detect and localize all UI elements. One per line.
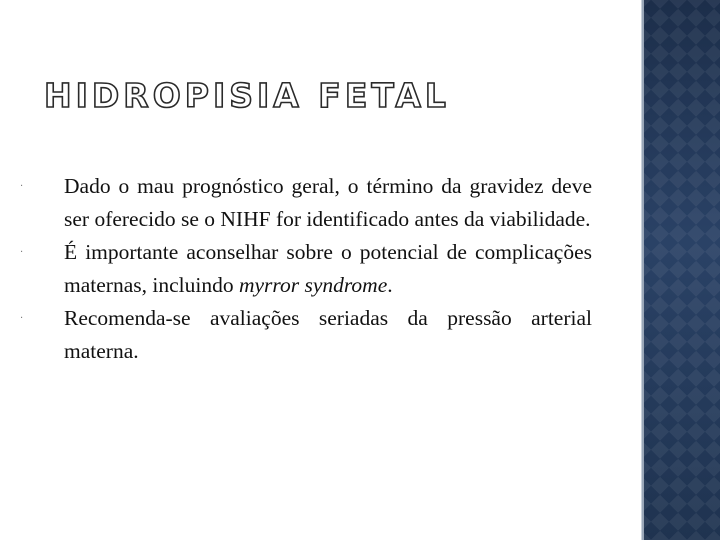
bullet-text: Dado o mau prognóstico geral, o término da gravidez deve ser oferecido se o NIHF for identificado antes da viabilidade. (64, 174, 592, 231)
bullet-item-3 (20, 302, 592, 368)
bullet-italic-text: myrror syndrome (238, 273, 388, 297)
bullet-text: Recomenda-se avaliações seriadas da pressão arterial materna. (64, 306, 592, 363)
slide-title: HIDROPISIA FETAL (44, 76, 450, 115)
bullet-marker-icon: · (20, 313, 24, 324)
bullet-text: É importante aconselhar sobre o potencial de complicações maternas, incluindo (64, 240, 592, 297)
bullet-item-1 (20, 170, 592, 236)
bullet-text-end: . (387, 273, 393, 297)
bullet-item-2 (20, 236, 592, 302)
decorative-side-panel (641, 0, 720, 540)
bullet-list (20, 170, 592, 368)
bullet-marker-icon: · (20, 181, 24, 192)
bullet-marker-icon: · (20, 247, 24, 258)
